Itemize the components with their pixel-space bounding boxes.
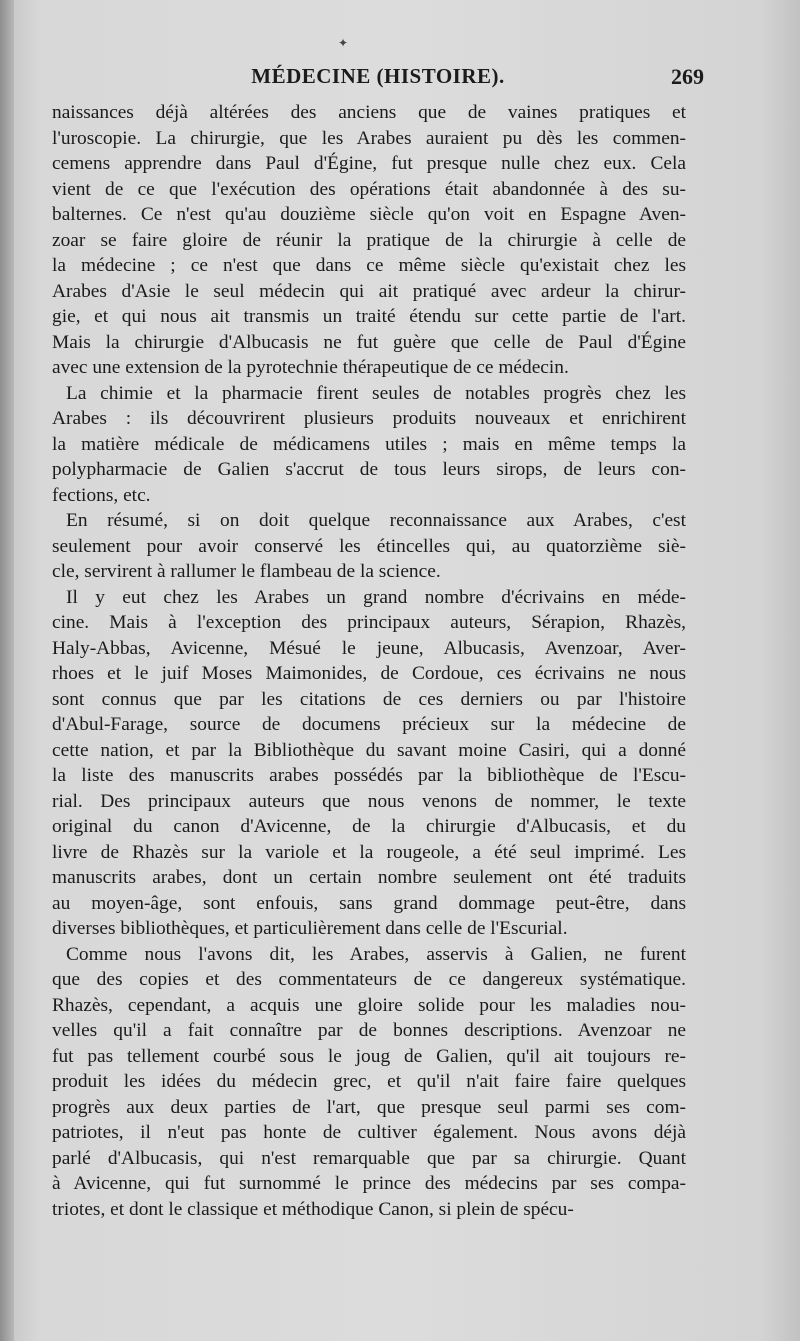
text-line: rial. Des principaux auteurs que nous venons de nommer, le texte [52,790,686,812]
text-line: produit les idées du médecin grec, et qu'il n'ait faire faire quelques [52,1071,686,1092]
body-text [52,100,686,1222]
text-line: gie, et qui nous ait transmis un traité étendu sur cette partie de l'art. [52,306,686,327]
text-line: l'uroscopie. La chirurgie, que les Arabes auraient pu dès les commen- [52,127,686,149]
text-line: cemens apprendre dans Paul d'Égine, fut presque nulle chez eux. Cela [52,153,686,174]
text-line: balternes. Ce n'est qu'au douzième siècle qu'on voit en Espagne Aven- [52,204,686,225]
text-line: Rhazès, cependant, a acquis une gloire solide pour les maladies nou- [52,994,686,1016]
text-line: la matière médicale de médicamens utiles ; mais en même temps la [52,433,686,455]
text-line: Comme nous l'avons dit, les Arabes, asservis à Galien, ne furent [66,943,686,965]
text-line: que des copies et des commentateurs de ce dangereux systématique. [52,969,686,990]
text-line: Mais la chirurgie d'Albucasis ne fut guère que celle de Paul d'Égine [52,331,686,353]
text-line: progrès aux deux parties de l'art, que presque seul parmi ses com- [52,1096,686,1118]
text-line: triotes, et dont le classique et méthodique Canon, si plein de spécu- [52,1198,574,1220]
text-line: à Avicenne, qui fut surnommé le prince des médecins par ses compa- [52,1173,686,1194]
text-line: polypharmacie de Galien s'accrut de tous leurs sirops, de leurs con- [52,459,686,480]
text-line: seulement pour avoir conservé les étincelles qui, au quatorzième siè- [52,535,686,557]
text-line: patriotes, il n'eut pas honte de cultiver également. Nous avons déjà [52,1122,686,1143]
text-line: livre de Rhazès sur la variole et la rougeole, a été seul imprimé. Les [52,841,686,863]
text-line: cle, servirent à rallumer le flambeau de la science. [52,561,441,582]
text-line: la médecine ; ce n'est que dans ce même siècle qu'existait chez les [52,255,686,276]
text-line: La chimie et la pharmacie firent seules de notables progrès chez les [66,382,686,404]
text-line: manuscrits arabes, dont un certain nombre seulement ont été traduits [52,867,686,888]
text-line: En résumé, si on doit quelque reconnaissance aux Arabes, c'est [66,510,686,531]
text-line: cette nation, et par la Bibliothèque du savant moine Casiri, qui a donné [52,739,686,761]
binding-edge [0,0,14,1341]
running-title: MÉDECINE (HISTOIRE). [251,64,505,88]
text-line: original du canon d'Avicenne, de la chirurgie d'Albucasis, et du [52,816,686,837]
text-line: parlé d'Albucasis, qui n'est remarquable que par sa chirurgie. Quant [52,1147,686,1169]
text-line: fut pas tellement courbé sous le joug de Galien, qu'il ait toujours re- [52,1045,686,1067]
ornament-mark: ✦ [338,36,349,50]
text-line: Haly-Abbas, Avicenne, Mésué le jeune, Albucasis, Avenzoar, Aver- [52,637,686,659]
text-line: avec une extension de la pyrotechnie thérapeutique de ce médecin. [52,357,569,378]
text-line: rhoes et le juif Moses Maimonides, de Cordoue, ces écrivains ne nous [52,663,686,684]
text-line: velles qu'il a fait connaître par de bonnes descriptions. Avenzoar ne [52,1020,686,1041]
text-line: cine. Mais à l'exception des principaux auteurs, Sérapion, Rhazès, [52,612,686,633]
text-line: Arabes : ils découvrirent plusieurs produits nouveaux et enrichirent [52,408,686,429]
text-line: naissances déjà altérées des anciens que de vaines pratiques et [52,102,686,123]
text-line: fections, etc. [52,484,151,506]
text-line: d'Abul-Farage, source de documens précieux sur la médecine de [52,714,686,735]
text-line: zoar se faire gloire de réunir la pratique de la chirurgie à celle de [52,229,686,251]
text-line: au moyen-âge, sont enfouis, sans grand dommage peut-être, dans [52,892,686,914]
text-line: Il y eut chez les Arabes un grand nombre d'écrivains en méde- [66,586,686,608]
page-number: 269 [671,64,704,89]
text-line: Arabes d'Asie le seul médecin qui ait pratiqué avec ardeur la chirur- [52,280,686,302]
text-line: la liste des manuscrits arabes possédés par la bibliothèque de l'Escu- [52,765,686,786]
text-line: sont connus que par les citations de ces derniers ou par l'histoire [52,688,686,710]
text-line: diverses bibliothèques, et particulièrement dans celle de l'Escurial. [52,918,568,939]
text-line: vient de ce que l'exécution des opérations était abandonnée à des su- [52,178,686,200]
running-header [52,60,704,96]
